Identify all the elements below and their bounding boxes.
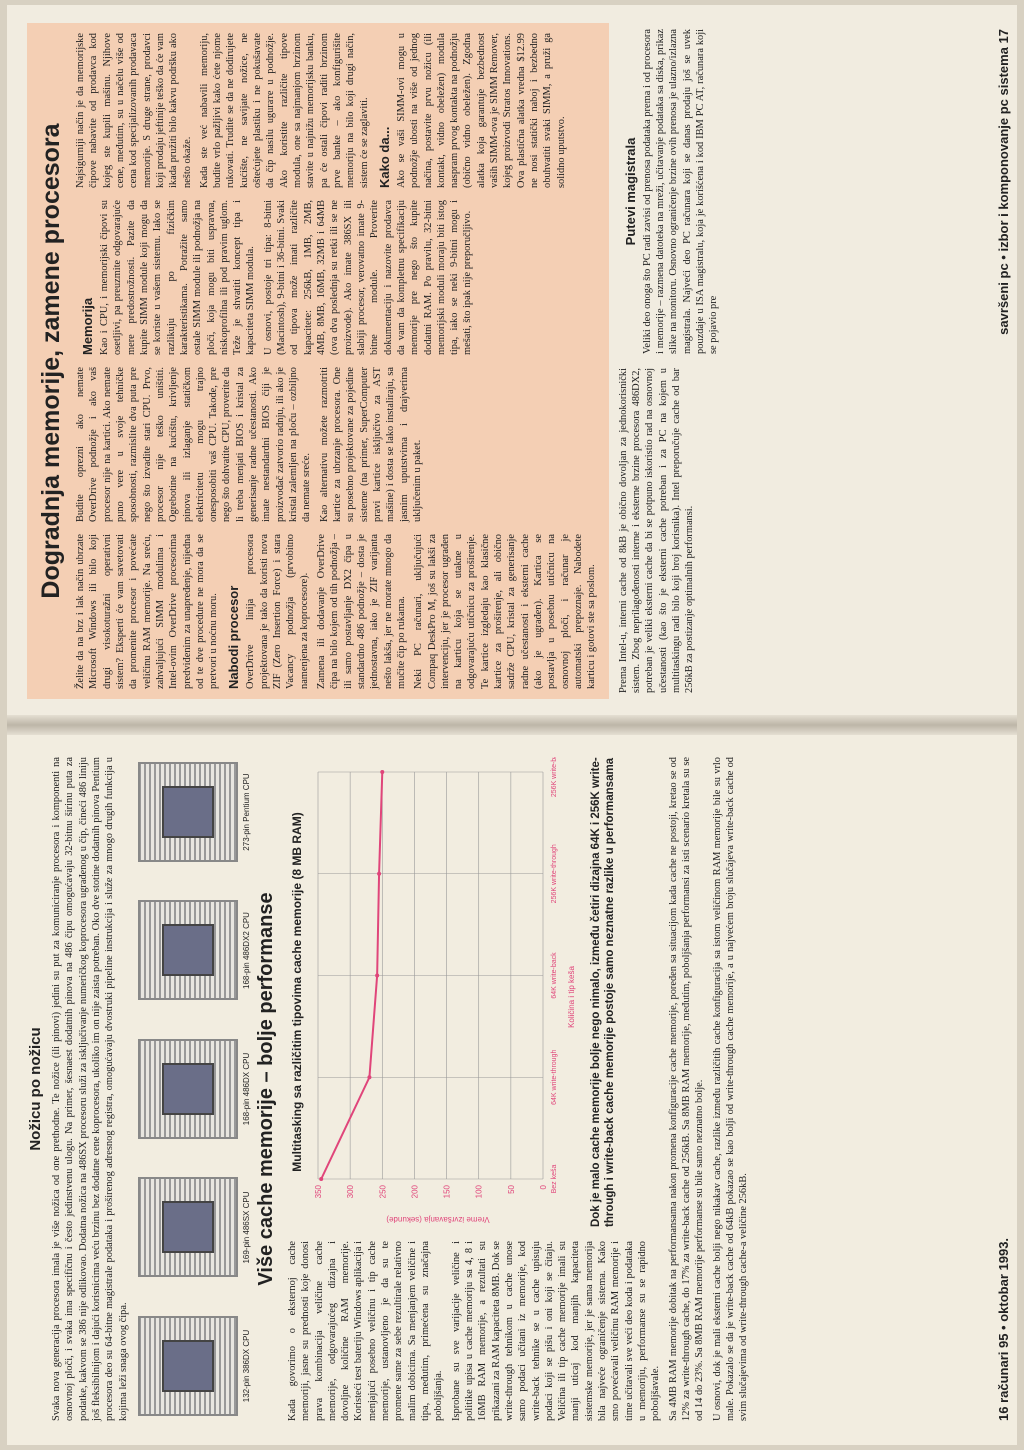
x-tick-label: 256K write-back [550, 757, 558, 798]
chart-title: Multitasking sa različitim tipovima cache memorije (8 MB RAM) [289, 812, 304, 1172]
chip [138, 1034, 251, 1144]
data-point [367, 1075, 371, 1079]
subheading: Nabodi procesor [226, 585, 242, 689]
chip-image [138, 901, 238, 1001]
y-tick-label: 0 [538, 1185, 548, 1190]
chip-image [138, 762, 238, 862]
y-tick-label: 200 [410, 1185, 420, 1199]
chip-caption: 273-pin Pentium CPU [241, 773, 251, 851]
x-ticks [551, 757, 558, 1193]
chip [138, 757, 251, 867]
paragraph: Kada ste već nabavili memoriju, budite vrlo pažljivi kako ćete njome rukovati. Trudite se da ne dodirujete kućište, ne savijate nožice, ne oštećujete plastiku i ne pokušavate da čip nasilu uguraте u podnožje. Ako koristite različite tipove modula, one sa najmanjom brzinom stavite u najnižu memorijsku banku, pa će ostali čipovi raditi brzinom prve banke – ako konfigurišite memoriju na bilo koji drugi način, sistem će se zaglaviti. [198, 33, 370, 188]
paragraph: Kao alternativu možete razmotriti kartice za ubrzanje procesora. One su posebno projektovane za pojedine sisteme (na primer, SuperComputer pravi kartice isključivo za AST mašine) i dosta se lako instaliraju, sa jasnim uputstvima i drajverima uključenim u paket. [318, 367, 423, 522]
paragraph: U osnovi, postoje tri tipa: 8-bitni (Macintosh), 9-bitni i 36-bitni. Svaki od tipova može imati različite kapacitete: 256kB, 1MB, 2MB, 4MB, 8MB, 16MB, 32MB i 64MB (ova dva poslednja su retki ili se ne proizvode). Ako imate 386SX ili slabiji procesor, verovatno imate 9-bitne module. Proverite dokumentaciju i nazovite prodavca da vam da kompletnu specifikaciju memorije pre nego što kupite dodatni RAM. Po pravilu, 32-bitni memorijski moduli moraju biti istog tipa, iako se neki 9-bitni mogu i mešati, što ipak nije preporučljivo. [262, 200, 474, 355]
paragraph: Veliki deo onoga što PC radi zavisi od prenosa podataka prema i od procesora i memorije – razmena datoteka na mreži, učitavanje podataka sa diska, prikaz slike na monitoru. Osnovno ograničenje brzine ovih prenosa je ulazno/izlazna magistrala. Najveći deo PC računara koji se danas prodaju još se uvek pouzdaje u ISA magistralu, koja je korišćena i kod IBM PC AT, računara koji se pojavio pre [641, 29, 720, 354]
y-ticks [314, 1184, 548, 1198]
text-column [74, 200, 603, 355]
chip-caption: 168-pin 486DX CPU [241, 1052, 251, 1126]
x-tick-label: 64K write-back [550, 952, 558, 999]
y-axis-label: Vreme izvršavanja (sekunde) [386, 1215, 490, 1224]
article-box [27, 23, 609, 699]
paragraph: Kao i CPU, i memorijski čipovi su osetljivi, pa preuzmite odgovarajuće mere predostrožnosti. Pazite da kupite SIMM module koji mogu da se koriste u vašem sistemu. Iako se razlikuju po fizičkim karakteristikama. Potražite samo ostale SIMM module ili podnožja na ploči, koja mogu biti uspravna, niskoprofilna ili pod pravim uglom. Teže je shvatiti koncept tipa i kapaciteta SIMM modula. [99, 200, 257, 355]
data-point [375, 974, 379, 978]
text-column [617, 368, 725, 693]
chart [290, 757, 583, 1227]
chart-column [286, 757, 667, 1227]
article-columns [74, 33, 603, 689]
paragraph: Kada govorimo o eksternoj cache memoriji, jasne su prednosti koje donosi prava kombinacija veličine cache memorije, odgovarajućeg dizajna i dovoljne količine RAM memorije. Koristeći test bateriju Windows aplikacija i menjajući posebno veličinu i tip cache memorije, ustanovljeno je da su te promene same za sebe rezultirale relativno malim dobicima. Sa menjanjem veličine i tipa, međutim, primećena su značajna poboljšanja. [286, 1241, 445, 1421]
y-tick-label: 50 [506, 1185, 516, 1194]
x-tick-label: 64K write-through [550, 1049, 558, 1105]
page-16 [7, 735, 1017, 1445]
paragraph: Ako se vaši SIMM-ovi mogu u podnožje ubosti na više od jednog načina, postavite prvu nožicu (ili kontakt, vidno obeležen) modula naspram prvog kontakta na podnožju (obično vidno obeležen). Zgodna alatka koja garantuje bezbednost vaših SIMM-ova je SIMM Remover, kojeg proizvodi Stratos Innovations. Ova plastična alatka vredna $12.99 ne nosi statički naboj i bezbedno obuhvatiti svaki SIMM, a pruži ga solidno uputstvo. [395, 33, 567, 188]
y-tick-label: 300 [346, 1185, 356, 1199]
text-column [74, 534, 603, 689]
box-title: Nožicu po nožicu [27, 1027, 44, 1151]
data-point [380, 770, 384, 774]
chip [138, 896, 251, 1006]
chart-grid [318, 772, 543, 1179]
page-17 [7, 5, 1017, 715]
chip-caption: 169-pin 486SX CPU [241, 1191, 251, 1264]
data-point [377, 872, 381, 876]
subheading: Memorija [80, 297, 95, 355]
article-title: Dogradnja memorije, zamene procesora [37, 123, 65, 599]
chip-image [138, 1178, 238, 1278]
chip [138, 1311, 251, 1421]
chip-image [138, 1316, 238, 1416]
y-tick-label: 350 [313, 1185, 323, 1199]
chip-caption: 168-pin 486DX2 CPU [241, 912, 251, 989]
chip-caption: 132-pin 386DX CPU [241, 1329, 251, 1403]
x-tick-label: Bez keša [550, 1164, 558, 1194]
paragraph: U osnovi, dok je mali eksterni cache bolji nego nikakav cache, razlike između različitih cache konfiguracija sa istom veličinom RAM memorije bile su vrlo male. Pokazalo se da je write-back cache od 64kB pokazao se kao bolji od write-through cache memorije, a u najvećem broju slučajeva write-back cache od svim slučajevima od write-through cache-a veličine 256kB. [711, 757, 750, 1421]
text-column [617, 29, 725, 354]
section-title: Više cache memorije – bolje performanse [254, 892, 277, 1286]
y-tick-label: 100 [474, 1185, 484, 1199]
subheading: Putevi magistrala [622, 137, 638, 246]
lower-columns [617, 29, 725, 693]
paragraph: Isprobane su sve varijacije veličine i politike upisa u cache memoriju sa 4, 8 i 16MB RAM memorije, a rezultati su prikazani za RAM kapaciteta 8MB. Dok se write-through tehnikom u cache unose samo podaci učitani iz memorije, kod write-back tehnike se u cache upisuju podaci koji se pišu i oni koji se čitaju. Veličina ili tip cache memorije imali su manji uticaj kod manjih kapaciteta sistemske memorije, jer je sama memorija bila najveće ograničenje sistema. Kako smo povećavali veličinu RAM memorije i time učitavali sve veći deo koda i podataka u memoriju, performanse su se rapidno poboljšavale. [450, 1241, 662, 1421]
data-point [319, 1177, 323, 1181]
x-axis-label: Količina i tip keša [566, 966, 576, 1028]
chart-svg [308, 757, 578, 1227]
y-tick-label: 150 [442, 1185, 452, 1199]
gutter [7, 715, 1017, 735]
paragraph: Zamena ili dodavanje OverDrive čipa na bilo kojem od tih podnožja – ili samo postavljanje DX2 čipa u standardno 486 podnožje – dosta je jednostavna, iako je ZIF varijanta nešto lakša, jer ne morate mnogo da mučite čip po rukama. [316, 534, 407, 689]
page-footer: savršeni pc • izbor i komponovanje pc sistema 17 [996, 29, 1011, 335]
page-footer: 16 računari 95 • oktobar 1993. [996, 1237, 1011, 1421]
x-tick-label: 256K write-through [550, 844, 558, 904]
paragraph: Prema Intel-u, interni cache od 8kB je obično dovoljan za jednokorisnički sistem. Zbog neprilagođenosti interne i eksterne brzine procesora 486DX2, potreban je veliki eksterni cache da bi se potpuno iskoristio rad na osnovnoj učestanosti (kao što je eksterni cache potreban i za PC na kojem u multitaskingu radi bilo koji broj korisnika). Intel preporučuje cache od bar 256kB za postizanje optimalnih performansi. [617, 368, 696, 693]
paragraph: Sa 4MB RAM memorije dobitak na performansama nakon promena konfiguracije cache memorije, poređen sa situacijom kada cache ne postoji, kretao se od 12% za write-through cache, do 17% za write-back cache od 256kB. Sa 8MB RAM memorije, međutim, poboljšanja performansi za isti scenario kretala su se od 14 do 23%. Sa 8MB RAM memorije performanse su bile samo neznatno bolje. [667, 757, 706, 1421]
article-columns [286, 757, 667, 1421]
paragraph: Neki PC računari, uključujući Compaq DeskPro M, još su lakši za intervenciju, jer je procesor ugrađen na karticu koja se utakne u odgovarajuću utičnicu za proširenje. Te kartice izgledaju kao klasične kartice za proširenje, ali obično sadrže CPU, kristal za generisanje radne učestanosti i eksterni cache (ako je ugrađen). Kartica se postavlja u posebnu utičnicu na osnovnoj ploči, i računar je automatski prepoznaje. Nabodete karticu i gotovi ste sa poslom. [413, 534, 598, 689]
chip [138, 1173, 251, 1283]
chart-headline: Dok je malo cache memorije bolje nego nimalo, između četiri dizajna 64K i 256K write-through i write-back cache memorije postoje samo neznatne razlike u performansama [589, 757, 617, 1227]
rotated-spread [7, 5, 1017, 1445]
text-column [286, 1241, 667, 1421]
chip-row [138, 757, 251, 1421]
subheading: Kako da... [376, 126, 392, 188]
y-tick-label: 250 [378, 1185, 388, 1199]
paragraph: Najsigurniji način je da memorijske čipove nabavite od prodavca kod kojeg ste kupili mašinu. Njihove cene, međutim, su u načelu više od cena kod specijalizovanih prodavaca memorije. S druge strane, prodavci koji prodaju jeftinije teško da će vam ikada pružiti bilo kakvu podršku ako nešto okaže. [75, 33, 193, 188]
box-text: Svaka nova generacija procesora imala je više nožica od one prethodne. Te nožice (ili pinovi) jedini su put za komuniciranje procesora i komponenti na osnovnoj ploči, i svaka ima specifičnu i često jedinstvenu ulogu. Na primer, šesnaest dodatnih pinova na 486 čipu omogućavaju 32-bitnu širinu puta za podatke, kakvom se 386 nije odlikovao. Dodatna nožica na 486SX procesoru služi za isključivanje numeričkog koprocesora ugrađenog u čip, čineći 486 liniju još fleksibilnijom i dajući korisnicima veću brzinu bez dodatne cene koprocesora, ukoliko im on nije zaista potreban. Oko dve stotine dodatnih pinova Pentium procesora deo su 64-bitne magistrale podataka i proširenog adresnog registra, omogućavaju dvostruki pipeline instrukcija i služe za mnogo drugih funkcija u kojima leži snaga ovog čipa. [51, 757, 129, 1421]
paragraph: Budite oprezni ako nemate OverDrive podnožje i ako vaš procesor nije na kartici. Ako nemate puno vere u svoje tehničke sposobnosti, razmislite dva puta pre nego što izvadite stari CPU. Prvo, procesor nije teško uništiti. Ogrebotine na kućištu, krivljenje pinova ili izlaganje statičkom elektricitetu mogu trajno onesposobiti vaš CPU. Takođe, pre nego što dohvatite CPU, proverite da li treba menjati BIOS i kristal za generisanje radne učestanosti. Ako imate nestandardni BIOS čiji je proizvođač zatvorio radnju, ili ako je kristal zalemljen na ploču – ozbiljno da nemate sreće. [75, 367, 313, 522]
text-column [74, 33, 603, 188]
chip-image [138, 1039, 238, 1139]
text-column [74, 367, 603, 522]
paragraph: Želite da na brz i lak način ubrzate Microsoft Windows ili bilo koji drugi visokoturažni operativni sistem? Eksperti će vam savetovati da promenite procesor i povećate veličinu RAM memorije. Na sreću, zahvaljujući SIMM modulima i Intel-ovim OverDrive procesorima predviđenim za unapređenje, nijedna od te dve procedure ne mora da se pretvori u noćnu moru. [75, 534, 220, 689]
paragraph: OverDrive linija procesora projektovana je tako da koristi nova ZIF (Zero Insertion Force) i stara Vacancy podnožja (prvobitno namenjena za koprocesore). [245, 534, 310, 689]
